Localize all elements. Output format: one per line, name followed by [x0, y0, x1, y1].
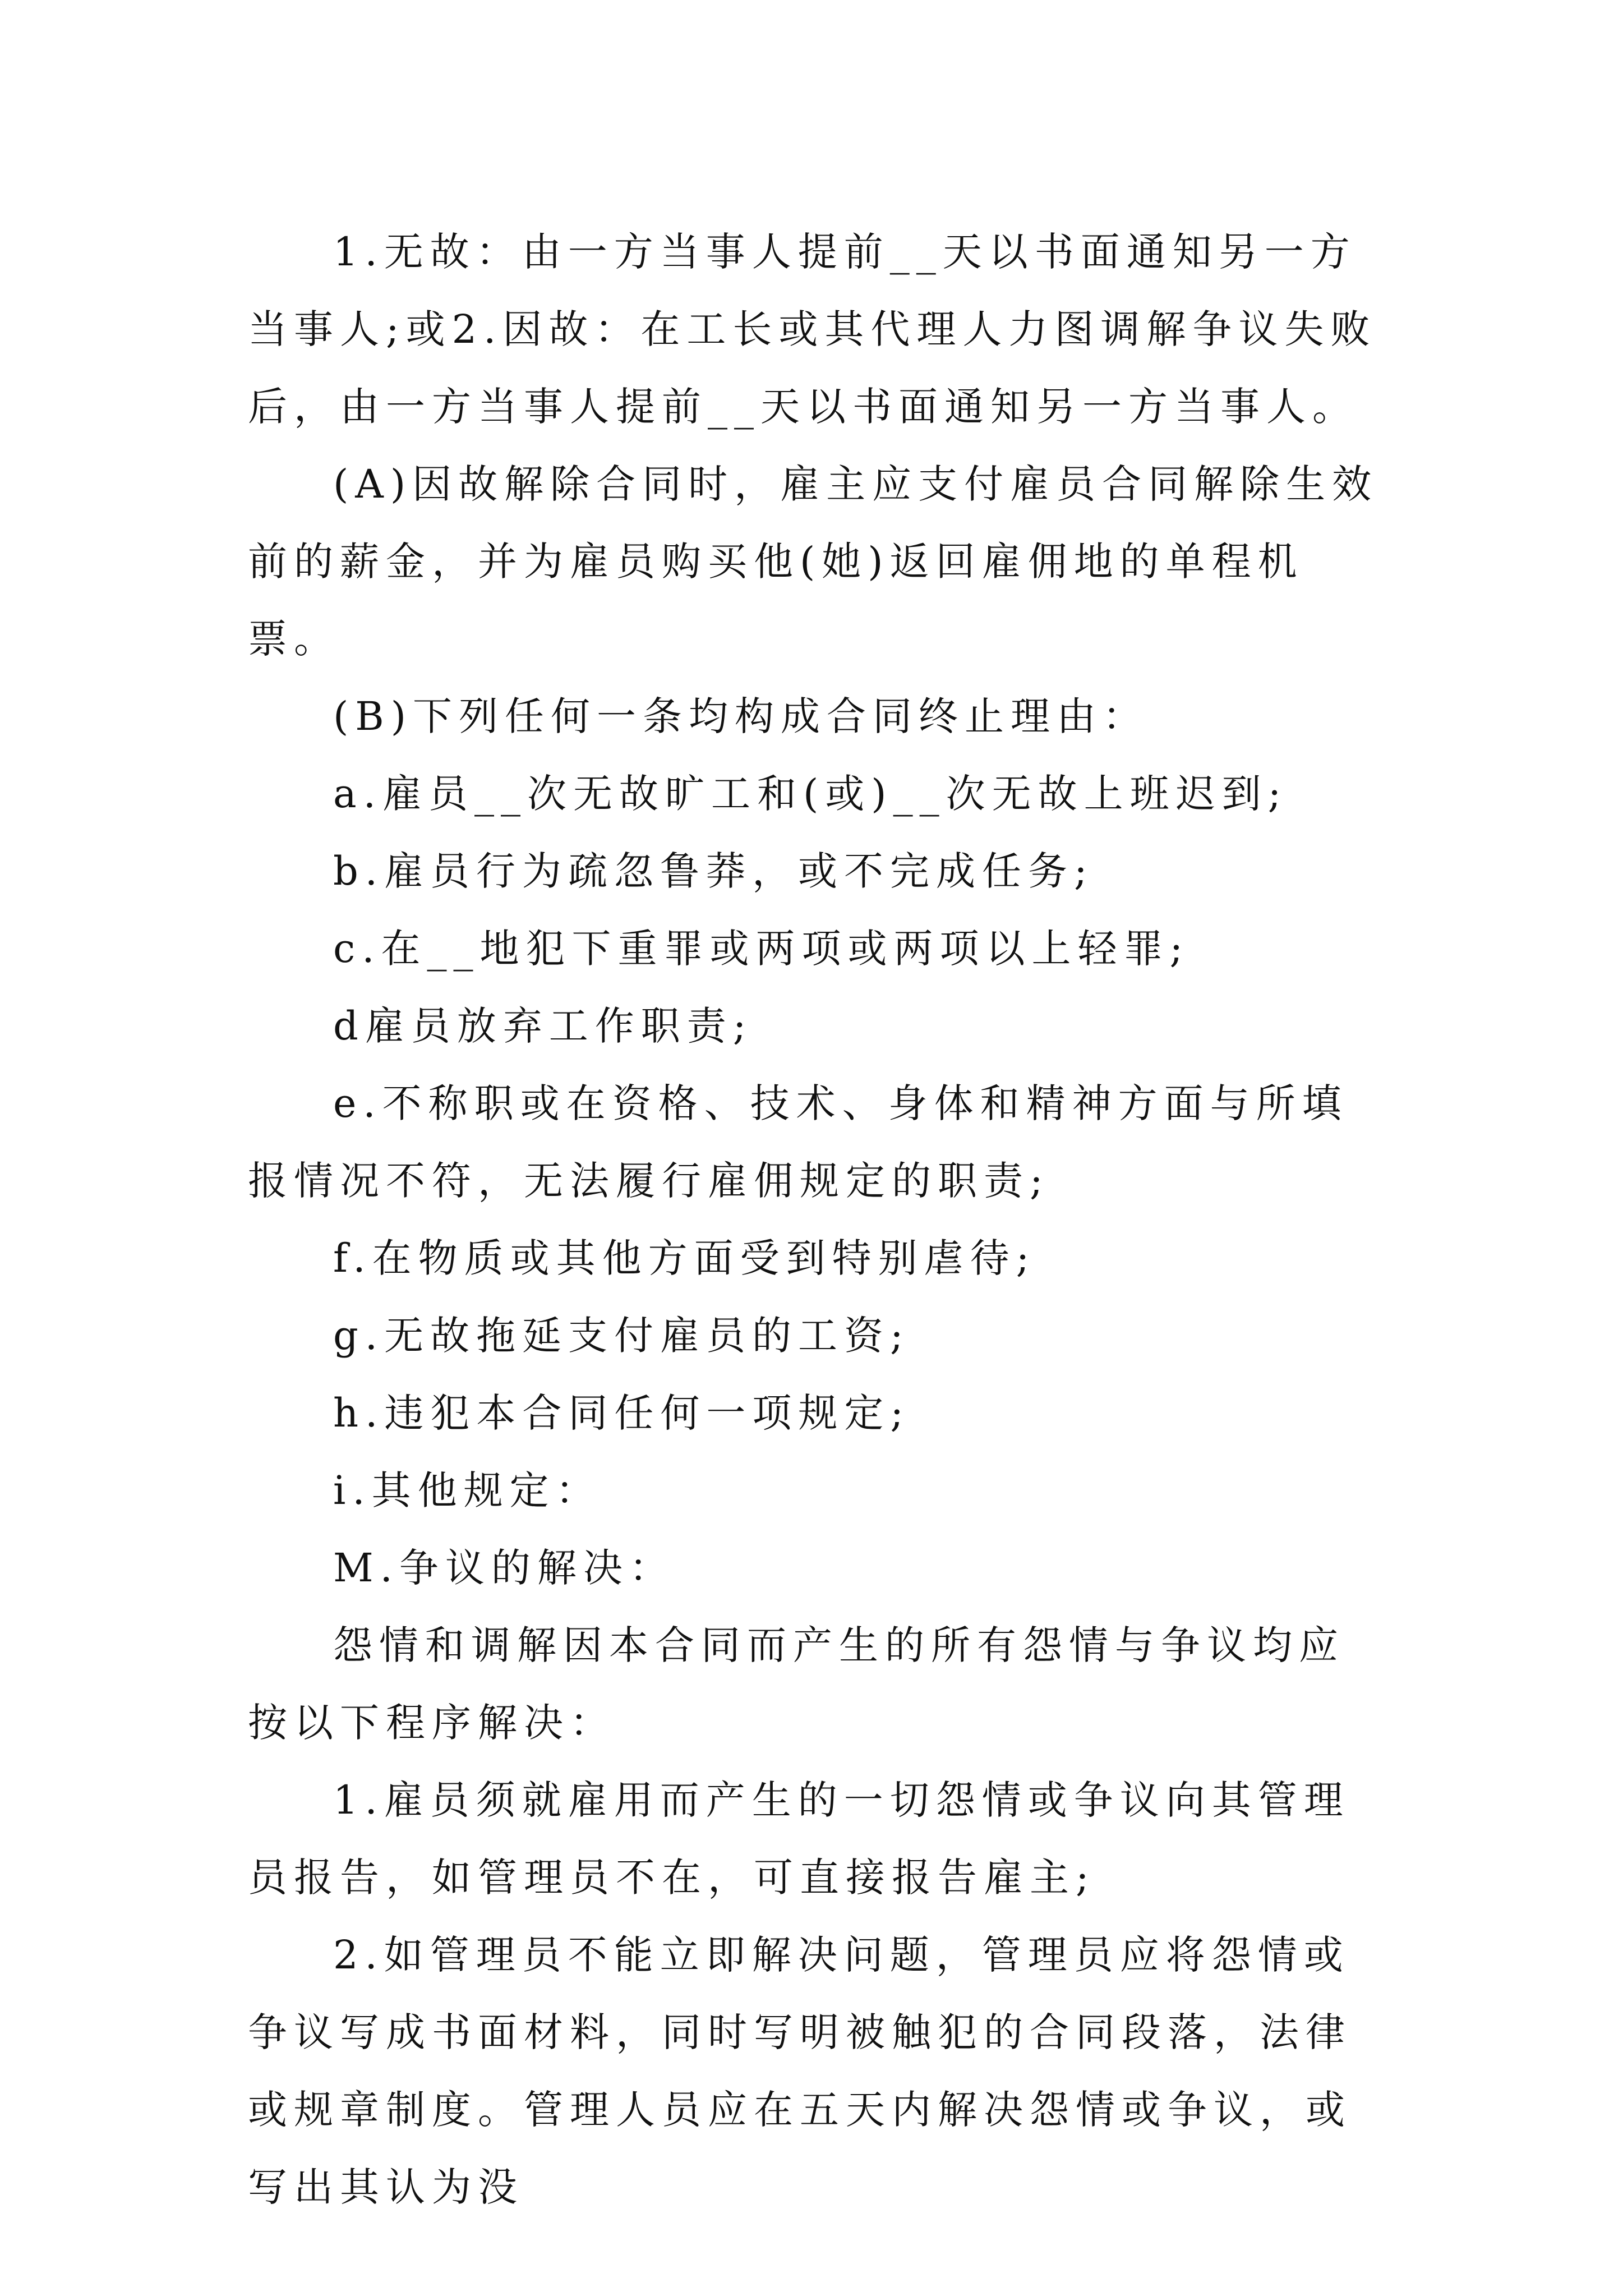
- document-body: [248, 213, 1385, 2226]
- list-item-g: g.无故拖延支付雇员的工资;: [333, 1313, 910, 1359]
- list-item-e: e.不称职或在资格、技术、身体和精神方面与所填报情况不符，无法履行雇佣规定的职责;: [248, 1080, 1348, 1204]
- list-item-h: h.违犯本合同任何一项规定;: [333, 1390, 910, 1436]
- paragraph-termination-notice: 1.无故：由一方当事人提前__天以书面通知另一方当事人;或2.因故：在工长或其代理人力图调解争议失败后，由一方当事人提前__天以书面通知另一方当事人。: [248, 229, 1377, 430]
- list-item-f: f.在物质或其他方面受到特别虐待;: [333, 1235, 1036, 1281]
- list-item-b: b.雇员行为疏忽鲁莽，或不完成任务;: [333, 848, 1094, 894]
- section-heading-dispute: M.争议的解决：: [333, 1545, 675, 1591]
- paragraph-dispute-step-1: 1.雇员须就雇用而产生的一切怨情或争议向其管理员报告，如管理员不在，可直接报告雇主;: [248, 1777, 1350, 1901]
- list-item-a: a.雇员__次无故旷工和(或)__次无故上班迟到;: [333, 771, 1288, 817]
- paragraph-dispute-step-2: 2.如管理员不能立即解决问题，管理员应将怨情或争议写成书面材料，同时写明被触犯的合同段落，法律或规章制度。管理人员应在五天内解决怨情或争议，或写出其认为没: [248, 1932, 1352, 2210]
- paragraph-clause-b: (B)下列任何一条均构成合同终止理由：: [333, 693, 1149, 739]
- paragraph-clause-a: (A)因故解除合同时，雇主应支付雇员合同解除生效前的薪金，并为雇员购买他(她)返回雇佣地的单程机票。: [248, 461, 1378, 662]
- paragraph-dispute-intro: 怨情和调解因本合同而产生的所有怨情与争议均应按以下程序解决：: [248, 1622, 1345, 1746]
- list-item-i: i.其他规定：: [333, 1467, 602, 1513]
- list-item-d: d雇员放弃工作职责;: [333, 1003, 753, 1049]
- list-item-c: c.在__地犯下重罪或两项或两项以上轻罪;: [333, 926, 1190, 972]
